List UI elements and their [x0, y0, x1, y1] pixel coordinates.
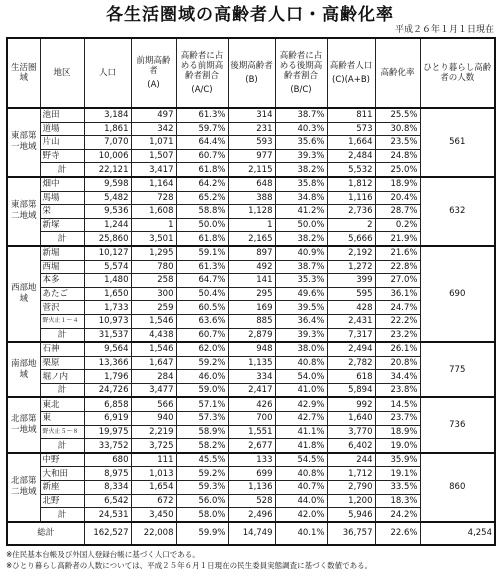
aging-rate-cell: 14.5% — [375, 397, 420, 411]
late-elderly-cell: 133 — [228, 453, 275, 467]
table-row — [7, 108, 495, 122]
early-ratio-cell: 61.3% — [176, 260, 228, 274]
aging-rate-cell: 27.0% — [375, 274, 420, 288]
header-early-ratio: 高齢者に占める前期高齢者割合 (A/C) — [176, 38, 228, 108]
late-ratio-cell: 38.7% — [275, 260, 327, 274]
early-elderly-cell: 258 — [131, 274, 176, 288]
elderly-population-cell: 5,532 — [327, 163, 375, 177]
elderly-population-cell: 2,790 — [327, 481, 375, 495]
early-elderly-cell: 3,477 — [131, 383, 176, 397]
district-cell: 池田 — [40, 108, 84, 122]
early-ratio-cell: 46.0% — [176, 370, 228, 384]
grand-total-row — [7, 522, 495, 545]
late-ratio-cell: 41.8% — [275, 439, 327, 453]
aging-rate-cell: 20.4% — [375, 191, 420, 205]
district-cell: 中野 — [40, 453, 84, 467]
district-cell: 野火止５～８ — [40, 425, 84, 439]
early-elderly-cell: 3,417 — [131, 163, 176, 177]
late-elderly-cell: 314 — [228, 108, 275, 122]
late-ratio-cell: 42.9% — [275, 397, 327, 411]
aging-rate-cell: 22.8% — [375, 260, 420, 274]
late-elderly-cell: 885 — [228, 314, 275, 328]
late-ratio-cell: 50.0% — [275, 218, 327, 232]
elderly-population-cell: 595 — [327, 287, 375, 301]
elderly-population-cell: 573 — [327, 122, 375, 136]
elderly-population-table — [6, 37, 496, 546]
population-cell: 24,726 — [84, 383, 131, 397]
late-elderly-cell: 2,165 — [228, 232, 275, 246]
district-cell: 堀ノ内 — [40, 370, 84, 384]
aging-rate-cell: 20.8% — [375, 356, 420, 370]
population-cell: 10,973 — [84, 314, 131, 328]
elderly-population-cell: 992 — [327, 397, 375, 411]
population-cell: 5,574 — [84, 260, 131, 274]
early-elderly-cell: 300 — [131, 287, 176, 301]
early-ratio-cell: 58.2% — [176, 439, 228, 453]
late-elderly-cell: 334 — [228, 370, 275, 384]
early-ratio-cell: 58.0% — [176, 508, 228, 522]
area-name-cell: 北部第一地域 — [7, 397, 40, 452]
single-elderly-cell: 690 — [420, 246, 495, 342]
early-elderly-cell: 1,507 — [131, 149, 176, 163]
late-elderly-cell: 295 — [228, 287, 275, 301]
aging-rate-cell: 30.8% — [375, 122, 420, 136]
table-header — [7, 38, 495, 108]
population-cell: 6,919 — [84, 412, 131, 426]
early-elderly-cell: 1,164 — [131, 177, 176, 191]
late-elderly-cell: 2,879 — [228, 328, 275, 342]
late-elderly-cell: 141 — [228, 274, 275, 288]
early-ratio-cell: 59.1% — [176, 246, 228, 260]
late-elderly-cell: 593 — [228, 136, 275, 150]
table-row — [7, 177, 495, 191]
footnotes — [6, 549, 494, 571]
late-ratio-cell: 40.8% — [275, 467, 327, 481]
aging-rate-cell: 18.3% — [375, 494, 420, 508]
population-cell: 7,070 — [84, 136, 131, 150]
population-cell: 1,244 — [84, 218, 131, 232]
late-ratio-cell: 40.9% — [275, 246, 327, 260]
table-row — [7, 246, 495, 260]
late-ratio-cell: 36.4% — [275, 314, 327, 328]
population-cell: 9,598 — [84, 177, 131, 191]
aging-rate-cell: 24.2% — [375, 508, 420, 522]
late-elderly-cell: 1,128 — [228, 205, 275, 219]
header-population: 人口 — [84, 38, 131, 108]
total-label-cell: 計 — [40, 439, 84, 453]
single-elderly-cell: 632 — [420, 177, 495, 246]
aging-rate-cell: 23.2% — [375, 328, 420, 342]
early-elderly-cell: 940 — [131, 412, 176, 426]
district-cell: 北野 — [40, 494, 84, 508]
population-cell: 19,975 — [84, 425, 131, 439]
late-elderly-cell: 648 — [228, 177, 275, 191]
early-elderly-cell: 1,071 — [131, 136, 176, 150]
early-ratio-cell: 61.8% — [176, 232, 228, 246]
early-ratio-cell: 59.3% — [176, 481, 228, 495]
header-early-elderly: 前期高齢者 (A) — [131, 38, 176, 108]
population-cell: 33,752 — [84, 439, 131, 453]
early-elderly-cell: 497 — [131, 108, 176, 122]
elderly-population-cell: 2,736 — [327, 205, 375, 219]
population-cell: 6,542 — [84, 494, 131, 508]
district-cell: 新堀 — [40, 246, 84, 260]
late-ratio-cell: 49.6% — [275, 287, 327, 301]
early-elderly-cell: 2,219 — [131, 425, 176, 439]
elderly-population-cell: 1,200 — [327, 494, 375, 508]
early-elderly-cell: 342 — [131, 122, 176, 136]
population-cell: 1,650 — [84, 287, 131, 301]
elderly-population-cell: 428 — [327, 301, 375, 315]
grand-elderly-population-cell: 36,757 — [327, 522, 375, 545]
late-ratio-cell: 54.0% — [275, 370, 327, 384]
late-elderly-cell: 1,136 — [228, 481, 275, 495]
grand-late-ratio-cell: 40.1% — [275, 522, 327, 545]
grand-single-elderly-cell: 4,254 — [420, 522, 495, 545]
late-ratio-cell: 41.2% — [275, 205, 327, 219]
early-ratio-cell: 65.2% — [176, 191, 228, 205]
population-cell: 9,564 — [84, 342, 131, 356]
aging-rate-cell: 36.1% — [375, 287, 420, 301]
early-elderly-cell: 1,608 — [131, 205, 176, 219]
district-cell: 石神 — [40, 342, 84, 356]
late-ratio-cell: 39.3% — [275, 149, 327, 163]
elderly-population-cell: 5,894 — [327, 383, 375, 397]
population-cell: 24,531 — [84, 508, 131, 522]
early-elderly-cell: 4,438 — [131, 328, 176, 342]
population-cell: 9,536 — [84, 205, 131, 219]
late-ratio-cell: 38.7% — [275, 108, 327, 122]
aging-rate-cell: 28.7% — [375, 205, 420, 219]
early-ratio-cell: 61.3% — [176, 108, 228, 122]
grand-early-elderly-cell: 22,008 — [131, 522, 176, 545]
district-cell: 道場 — [40, 122, 84, 136]
elderly-population-cell: 399 — [327, 274, 375, 288]
early-ratio-cell: 64.2% — [176, 177, 228, 191]
elderly-population-cell: 1,116 — [327, 191, 375, 205]
late-elderly-cell: 2,417 — [228, 383, 275, 397]
elderly-population-cell: 1,640 — [327, 412, 375, 426]
early-ratio-cell: 60.7% — [176, 149, 228, 163]
district-cell: 西堀 — [40, 260, 84, 274]
aging-rate-cell: 0.2% — [375, 218, 420, 232]
aging-rate-cell: 26.1% — [375, 342, 420, 356]
early-ratio-cell: 50.4% — [176, 287, 228, 301]
late-ratio-cell: 34.8% — [275, 191, 327, 205]
late-elderly-cell: 1,551 — [228, 425, 275, 439]
early-ratio-cell: 64.4% — [176, 136, 228, 150]
population-cell: 1,796 — [84, 370, 131, 384]
district-cell: あたご — [40, 287, 84, 301]
early-elderly-cell: 728 — [131, 191, 176, 205]
early-ratio-cell: 59.0% — [176, 383, 228, 397]
early-elderly-cell: 3,450 — [131, 508, 176, 522]
table-row — [7, 397, 495, 411]
late-ratio-cell: 42.7% — [275, 412, 327, 426]
aging-rate-cell: 24.8% — [375, 149, 420, 163]
early-elderly-cell: 780 — [131, 260, 176, 274]
early-elderly-cell: 111 — [131, 453, 176, 467]
early-elderly-cell: 3,725 — [131, 439, 176, 453]
aging-rate-cell: 24.7% — [375, 301, 420, 315]
early-elderly-cell: 284 — [131, 370, 176, 384]
population-cell: 3,184 — [84, 108, 131, 122]
late-ratio-cell: 40.3% — [275, 122, 327, 136]
elderly-population-cell: 2 — [327, 218, 375, 232]
population-cell: 10,127 — [84, 246, 131, 260]
elderly-population-cell: 1,712 — [327, 467, 375, 481]
district-cell: 栗原 — [40, 356, 84, 370]
header-late-elderly: 後期高齢者 (B) — [228, 38, 275, 108]
as-of-date: 平成２６年１月１日現在 — [394, 25, 494, 35]
total-label-cell: 計 — [40, 163, 84, 177]
table-row — [7, 342, 495, 356]
aging-rate-cell: 35.9% — [375, 453, 420, 467]
page-title: 各生活圏域の高齢者人口・高齢化率 — [106, 5, 394, 25]
early-elderly-cell: 1,546 — [131, 314, 176, 328]
aging-rate-cell: 19.0% — [375, 439, 420, 453]
table-row — [7, 453, 495, 467]
early-ratio-cell: 60.5% — [176, 301, 228, 315]
elderly-population-cell: 2,494 — [327, 342, 375, 356]
late-elderly-cell: 2,115 — [228, 163, 275, 177]
late-elderly-cell: 700 — [228, 412, 275, 426]
district-cell: 野寺 — [40, 149, 84, 163]
district-cell: 片山 — [40, 136, 84, 150]
elderly-population-cell: 5,666 — [327, 232, 375, 246]
early-ratio-cell: 45.5% — [176, 453, 228, 467]
late-elderly-cell: 388 — [228, 191, 275, 205]
early-elderly-cell: 259 — [131, 301, 176, 315]
header-late-ratio: 高齢者に占める後期高齢者割合 (B/C) — [275, 38, 327, 108]
district-cell: 大和田 — [40, 467, 84, 481]
late-ratio-cell: 35.8% — [275, 177, 327, 191]
late-elderly-cell: 2,677 — [228, 439, 275, 453]
early-ratio-cell: 57.1% — [176, 397, 228, 411]
early-elderly-cell: 1 — [131, 218, 176, 232]
district-cell: 馬場 — [40, 191, 84, 205]
late-ratio-cell: 40.7% — [275, 481, 327, 495]
elderly-population-cell: 1,272 — [327, 260, 375, 274]
early-elderly-cell: 1,647 — [131, 356, 176, 370]
area-name-cell: 北部第二地域 — [7, 453, 40, 522]
footnote-2: ※ひとり暮らし高齢者の人数については、平成２５年６月１日現在の民生委員実態調査に基づく数値である。 — [6, 560, 373, 570]
single-elderly-cell: 561 — [420, 108, 495, 177]
population-cell: 5,482 — [84, 191, 131, 205]
population-cell: 8,334 — [84, 481, 131, 495]
late-elderly-cell: 699 — [228, 467, 275, 481]
aging-rate-cell: 21.6% — [375, 246, 420, 260]
population-cell: 8,975 — [84, 467, 131, 481]
late-elderly-cell: 492 — [228, 260, 275, 274]
late-ratio-cell: 40.8% — [275, 356, 327, 370]
late-ratio-cell: 41.1% — [275, 425, 327, 439]
late-elderly-cell: 897 — [228, 246, 275, 260]
early-ratio-cell: 63.6% — [176, 314, 228, 328]
total-label-cell: 計 — [40, 383, 84, 397]
area-name-cell: 東部第一地域 — [7, 108, 40, 177]
header-district: 地区 — [40, 38, 84, 108]
header-aging-rate: 高齢化率 — [375, 38, 420, 108]
single-elderly-cell: 860 — [420, 453, 495, 522]
aging-rate-cell: 33.5% — [375, 481, 420, 495]
elderly-population-cell: 5,946 — [327, 508, 375, 522]
aging-rate-cell: 34.4% — [375, 370, 420, 384]
late-ratio-cell: 44.0% — [275, 494, 327, 508]
early-ratio-cell: 64.7% — [176, 274, 228, 288]
early-ratio-cell: 60.7% — [176, 328, 228, 342]
footnote-1: ※住民基本台帳及び外国人登録台帳に基づく人口である。 — [6, 549, 200, 559]
district-cell: 新塚 — [40, 218, 84, 232]
area-name-cell: 西部地域 — [7, 246, 40, 342]
early-ratio-cell: 58.9% — [176, 425, 228, 439]
population-cell: 680 — [84, 453, 131, 467]
total-label-cell: 計 — [40, 328, 84, 342]
late-ratio-cell: 41.0% — [275, 383, 327, 397]
early-ratio-cell: 50.0% — [176, 218, 228, 232]
aging-rate-cell: 18.9% — [375, 425, 420, 439]
early-elderly-cell: 566 — [131, 397, 176, 411]
early-elderly-cell: 1,295 — [131, 246, 176, 260]
aging-rate-cell: 22.2% — [375, 314, 420, 328]
aging-rate-cell: 23.5% — [375, 136, 420, 150]
late-elderly-cell: 426 — [228, 397, 275, 411]
district-cell: 野火止１～４ — [40, 314, 84, 328]
elderly-population-cell: 2,484 — [327, 149, 375, 163]
early-elderly-cell: 1,654 — [131, 481, 176, 495]
aging-rate-cell: 23.8% — [375, 383, 420, 397]
late-ratio-cell: 42.0% — [275, 508, 327, 522]
elderly-population-cell: 2,192 — [327, 246, 375, 260]
early-ratio-cell: 62.0% — [176, 342, 228, 356]
area-name-cell: 東部第二地域 — [7, 177, 40, 246]
district-cell: 新座 — [40, 481, 84, 495]
total-label-cell: 計 — [40, 508, 84, 522]
early-elderly-cell: 672 — [131, 494, 176, 508]
single-elderly-cell: 775 — [420, 342, 495, 397]
elderly-population-cell: 618 — [327, 370, 375, 384]
late-ratio-cell: 39.3% — [275, 328, 327, 342]
district-cell: 菅沢 — [40, 301, 84, 315]
late-ratio-cell: 54.5% — [275, 453, 327, 467]
population-cell: 1,480 — [84, 274, 131, 288]
elderly-population-cell: 3,770 — [327, 425, 375, 439]
elderly-population-cell: 7,317 — [327, 328, 375, 342]
late-elderly-cell: 1,135 — [228, 356, 275, 370]
grand-early-ratio-cell: 59.9% — [176, 522, 228, 545]
population-cell: 22,121 — [84, 163, 131, 177]
district-cell: 東北 — [40, 397, 84, 411]
header-elderly-population: 高齢者人口 (C)(A+B) — [327, 38, 375, 108]
grand-aging-rate-cell: 22.6% — [375, 522, 420, 545]
area-name-cell: 南部地域 — [7, 342, 40, 397]
grand-total-label: 総計 — [7, 522, 84, 545]
elderly-population-cell: 2,431 — [327, 314, 375, 328]
late-ratio-cell: 35.6% — [275, 136, 327, 150]
population-cell: 6,858 — [84, 397, 131, 411]
early-ratio-cell: 59.7% — [176, 122, 228, 136]
early-elderly-cell: 1,013 — [131, 467, 176, 481]
header-area: 生活圏域 — [7, 38, 40, 108]
early-elderly-cell: 3,501 — [131, 232, 176, 246]
late-ratio-cell: 35.3% — [275, 274, 327, 288]
population-cell: 10,006 — [84, 149, 131, 163]
population-cell: 1,861 — [84, 122, 131, 136]
late-elderly-cell: 948 — [228, 342, 275, 356]
aging-rate-cell: 21.9% — [375, 232, 420, 246]
early-ratio-cell: 59.2% — [176, 356, 228, 370]
elderly-population-cell: 811 — [327, 108, 375, 122]
single-elderly-cell: 736 — [420, 397, 495, 452]
late-elderly-cell: 231 — [228, 122, 275, 136]
population-cell: 31,537 — [84, 328, 131, 342]
aging-rate-cell: 23.7% — [375, 412, 420, 426]
late-elderly-cell: 977 — [228, 149, 275, 163]
early-ratio-cell: 61.8% — [176, 163, 228, 177]
grand-late-elderly-cell: 14,749 — [228, 522, 275, 545]
district-cell: 栄 — [40, 205, 84, 219]
aging-rate-cell: 18.9% — [375, 177, 420, 191]
district-cell: 本多 — [40, 274, 84, 288]
late-elderly-cell: 528 — [228, 494, 275, 508]
population-cell: 1,733 — [84, 301, 131, 315]
grand-population-cell: 162,527 — [84, 522, 131, 545]
early-ratio-cell: 58.8% — [176, 205, 228, 219]
district-cell: 畑中 — [40, 177, 84, 191]
early-ratio-cell: 59.2% — [176, 467, 228, 481]
late-ratio-cell: 38.2% — [275, 232, 327, 246]
total-label-cell: 計 — [40, 232, 84, 246]
table-body — [7, 108, 495, 545]
early-elderly-cell: 1,546 — [131, 342, 176, 356]
early-ratio-cell: 57.3% — [176, 412, 228, 426]
population-cell: 25,860 — [84, 232, 131, 246]
elderly-population-cell: 244 — [327, 453, 375, 467]
district-cell: 東 — [40, 412, 84, 426]
elderly-population-cell: 6,402 — [327, 439, 375, 453]
late-elderly-cell: 2,496 — [228, 508, 275, 522]
late-ratio-cell: 39.5% — [275, 301, 327, 315]
early-ratio-cell: 56.0% — [176, 494, 228, 508]
elderly-population-cell: 1,664 — [327, 136, 375, 150]
elderly-population-cell: 2,782 — [327, 356, 375, 370]
late-elderly-cell: 169 — [228, 301, 275, 315]
aging-rate-cell: 25.0% — [375, 163, 420, 177]
aging-rate-cell: 19.1% — [375, 467, 420, 481]
late-ratio-cell: 38.2% — [275, 163, 327, 177]
aging-rate-cell: 25.5% — [375, 108, 420, 122]
header-single-elderly: ひとり暮らし高齢者の人数 — [420, 38, 495, 108]
elderly-population-cell: 1,812 — [327, 177, 375, 191]
population-cell: 13,366 — [84, 356, 131, 370]
late-elderly-cell: 1 — [228, 218, 275, 232]
late-ratio-cell: 38.0% — [275, 342, 327, 356]
